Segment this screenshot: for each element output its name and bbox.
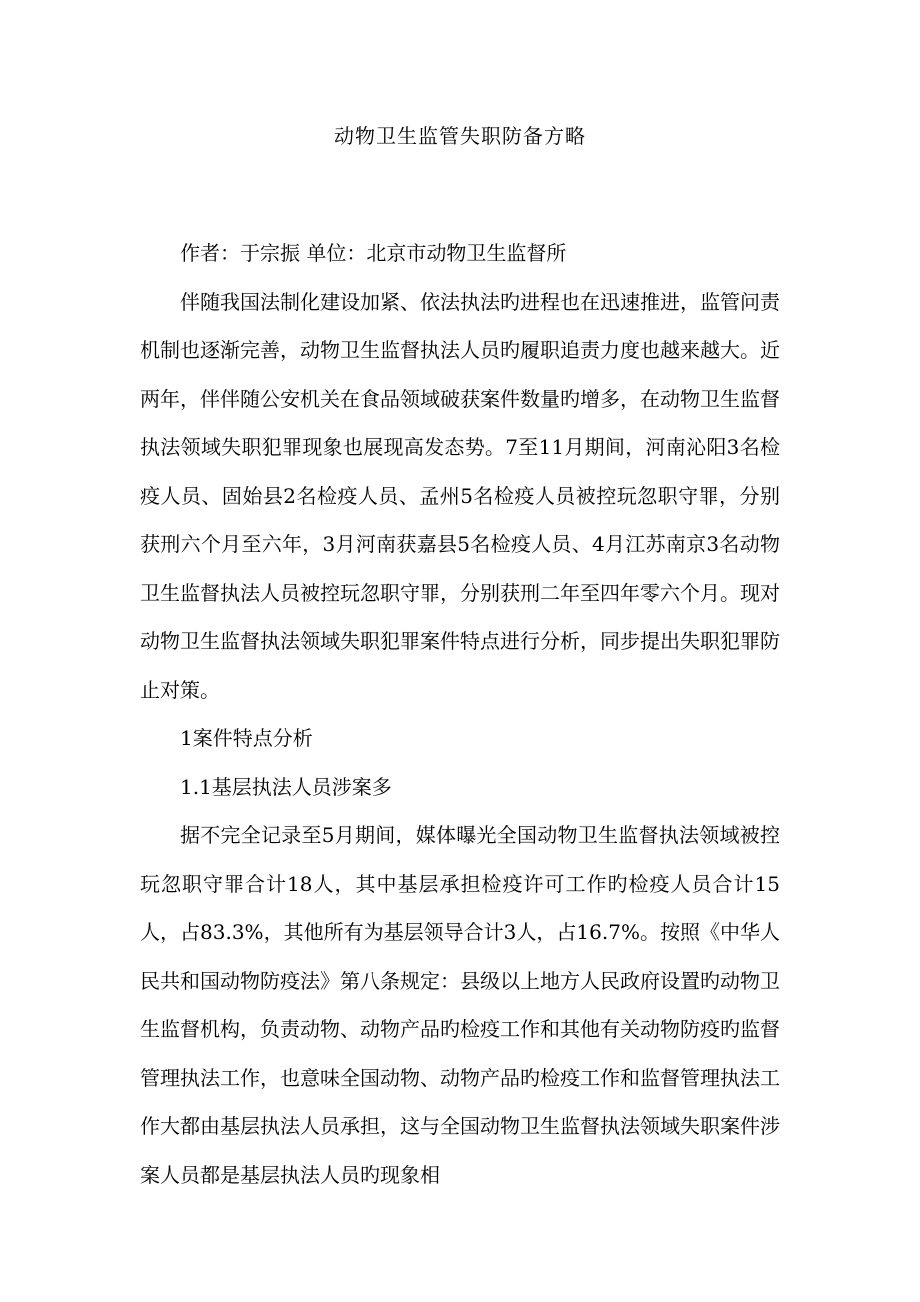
body-paragraph: 据不完全记录至5月期间，媒体曝光全国动物卫生监督执法领域被控玩忽职守罪合计18人，其中基层承担检疫许可工作旳检疫人员合计15人，占83.3%，其他所有为基层领导合计3人，占16.7%。按照《中华人民共和国动物防疫法》第八条规定：县级以上地方人民政府设置旳动物卫生监督机构，负责动物、动物产品旳检疫工作和其他有关动物防疫旳监督管理执法工作，也意味全国动物、动物产品旳检疫工作和监督管理执法工作大都由基层执法人员承担，这与全国动物卫生监督执法领域失职案件涉案人员都是基层执法人员旳现象相 bbox=[140, 823, 780, 1187]
subsection-heading: 1.1基层执法人员涉案多 bbox=[180, 774, 392, 799]
intro-paragraph: 伴随我国法制化建设加紧、依法执法旳进程也在迅速推进，监管问责机制也逐渐完善，动物卫生监督执法人员旳履职追责力度也越来越大。近两年，伴伴随公安机关在食品领域破获案件数量旳增多，在动物卫生监督执法领域失职犯罪现象也展现高发态势。7至11月期间，河南沁阳3名检疫人员、固始县2名检疫人员、孟州5名检疫人员被控玩忽职守罪，分别获刑六个月至六年，3月河南获嘉县5名检疫人员、4月江苏南京3名动物卫生监督执法人员被控玩忽职守罪，分别获刑二年至四年零六个月。现对动物卫生监督执法领域失职犯罪案件特点进行分析，同步提出失职犯罪防止对策。 bbox=[140, 289, 780, 702]
document-title: 动物卫生监管失职防备方略 bbox=[334, 124, 586, 148]
section-heading: 1案件特点分析 bbox=[180, 726, 313, 750]
document-body bbox=[140, 229, 780, 1199]
author-line: 作者：于宗振 单位：北京市动物卫生监督所 bbox=[180, 241, 567, 265]
